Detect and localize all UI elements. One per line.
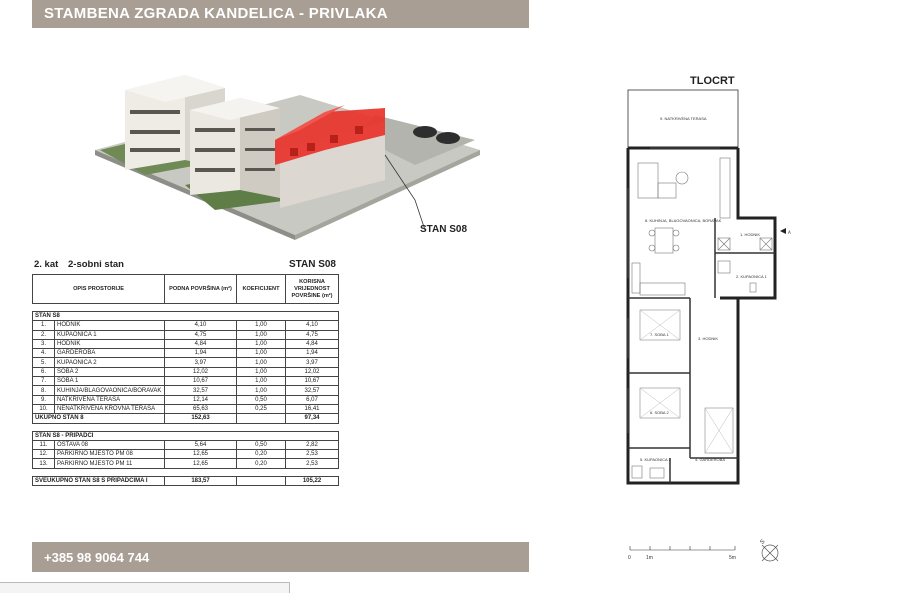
unit-callout-label: STAN S08 <box>420 224 468 235</box>
header-description: OPIS PROSTORIJE <box>33 275 165 304</box>
label-room1: 7. SOBA 1 <box>650 332 669 337</box>
svg-text:A: A <box>788 230 791 235</box>
grand-total-row: SVEUKUPNO STAN S8 S PRIPADCIMA I 183,57 105,22 <box>33 476 339 485</box>
table-row: 2. KUPAONICA 1 4,75 1,00 4,75 <box>33 330 339 339</box>
section-title-extras: STAN S8 - PRIPADCI <box>33 431 339 440</box>
scale-one: 1m <box>646 555 653 561</box>
floor-level: 2. kat <box>34 259 59 270</box>
table-row: 5. KUPAONICA 2 3,97 1,00 3,97 <box>33 358 339 367</box>
label-terrace: 9. NATKRIVENA TERASA <box>660 116 707 121</box>
scale-zero: 0 <box>628 555 631 561</box>
unit-code: STAN S08 <box>288 259 336 270</box>
area-table <box>32 274 339 486</box>
apartment-type: 2-sobni stan <box>68 259 124 270</box>
project-title: STAMBENA ZGRADA KANDELICA - PRIVLAKA <box>44 5 388 22</box>
label-room2: 6. SOBA 2 <box>650 410 669 415</box>
contact-phone[interactable]: +385 98 9064 744 <box>44 550 150 565</box>
table-row: 4. GARDEROBA 1,94 1,00 1,94 <box>33 349 339 358</box>
table-row: 10. NENATKRIVENA KROVNA TERASA 65,63 0,25 16,41 <box>33 404 339 413</box>
header-coefficient: KOEFICIJENT <box>237 275 286 304</box>
footer-bar <box>32 542 529 572</box>
plan-title: TLOCRT <box>690 75 735 87</box>
table-row: 9. NATKRIVENA TERASA 12,14 0,50 6,07 <box>33 395 339 404</box>
north-arrow-icon <box>759 539 778 561</box>
svg-text:S: S <box>759 538 767 546</box>
header-usable: KORISNA VRIJEDNOST POVRŠINE (m²) <box>286 275 339 304</box>
header-bar <box>32 0 529 28</box>
table-row: 8. KUHINJA/BLAGOVAONICA/BORAVAK 32,57 1,00 32,57 <box>33 386 339 395</box>
table-row: 7. SOBA 1 10,67 1,00 10,67 <box>33 377 339 386</box>
floor-plan <box>610 88 810 563</box>
table-header-row <box>33 275 339 304</box>
table-row: 1. HODNIK 4,10 1,00 4,10 <box>33 321 339 330</box>
building-render <box>85 40 485 240</box>
table-row: 12. PARKIRNO MJESTO PM 08 12,65 0,20 2,53 <box>33 450 339 459</box>
label-hall2: 3. HODNIK <box>698 336 719 341</box>
label-wardrobe: 4. GARDEROBA <box>695 457 726 462</box>
table-row: 6. SOBA 2 12,02 1,00 12,02 <box>33 367 339 376</box>
section-title: STAN S8 <box>33 312 339 321</box>
table-row: 3. HODNIK 4,84 1,00 4,84 <box>33 339 339 348</box>
header-area: PODNA POVRŠINA (m²) <box>165 275 237 304</box>
label-living: 8. KUHINJA, BLAGOVAONICA, BORAVAK <box>645 218 722 223</box>
total-row: UKUPNO STAN 8 152,63 97,34 <box>33 414 339 423</box>
label-hall1: 1. HODNIK <box>740 232 761 237</box>
table-row: 11. OSTAVA 08 5,64 0,50 2,82 <box>33 440 339 449</box>
label-bath2: 5. KUPAONICA 2 <box>640 457 671 462</box>
scale-five: 5m <box>729 555 736 561</box>
label-bath1: 2. KUPAONICA 1 <box>736 274 767 279</box>
table-row: 13. PARKIRNO MJESTO PM 11 12,65 0,20 2,53 <box>33 459 339 468</box>
bottom-strip <box>0 582 290 593</box>
unit-title-row <box>32 259 338 273</box>
